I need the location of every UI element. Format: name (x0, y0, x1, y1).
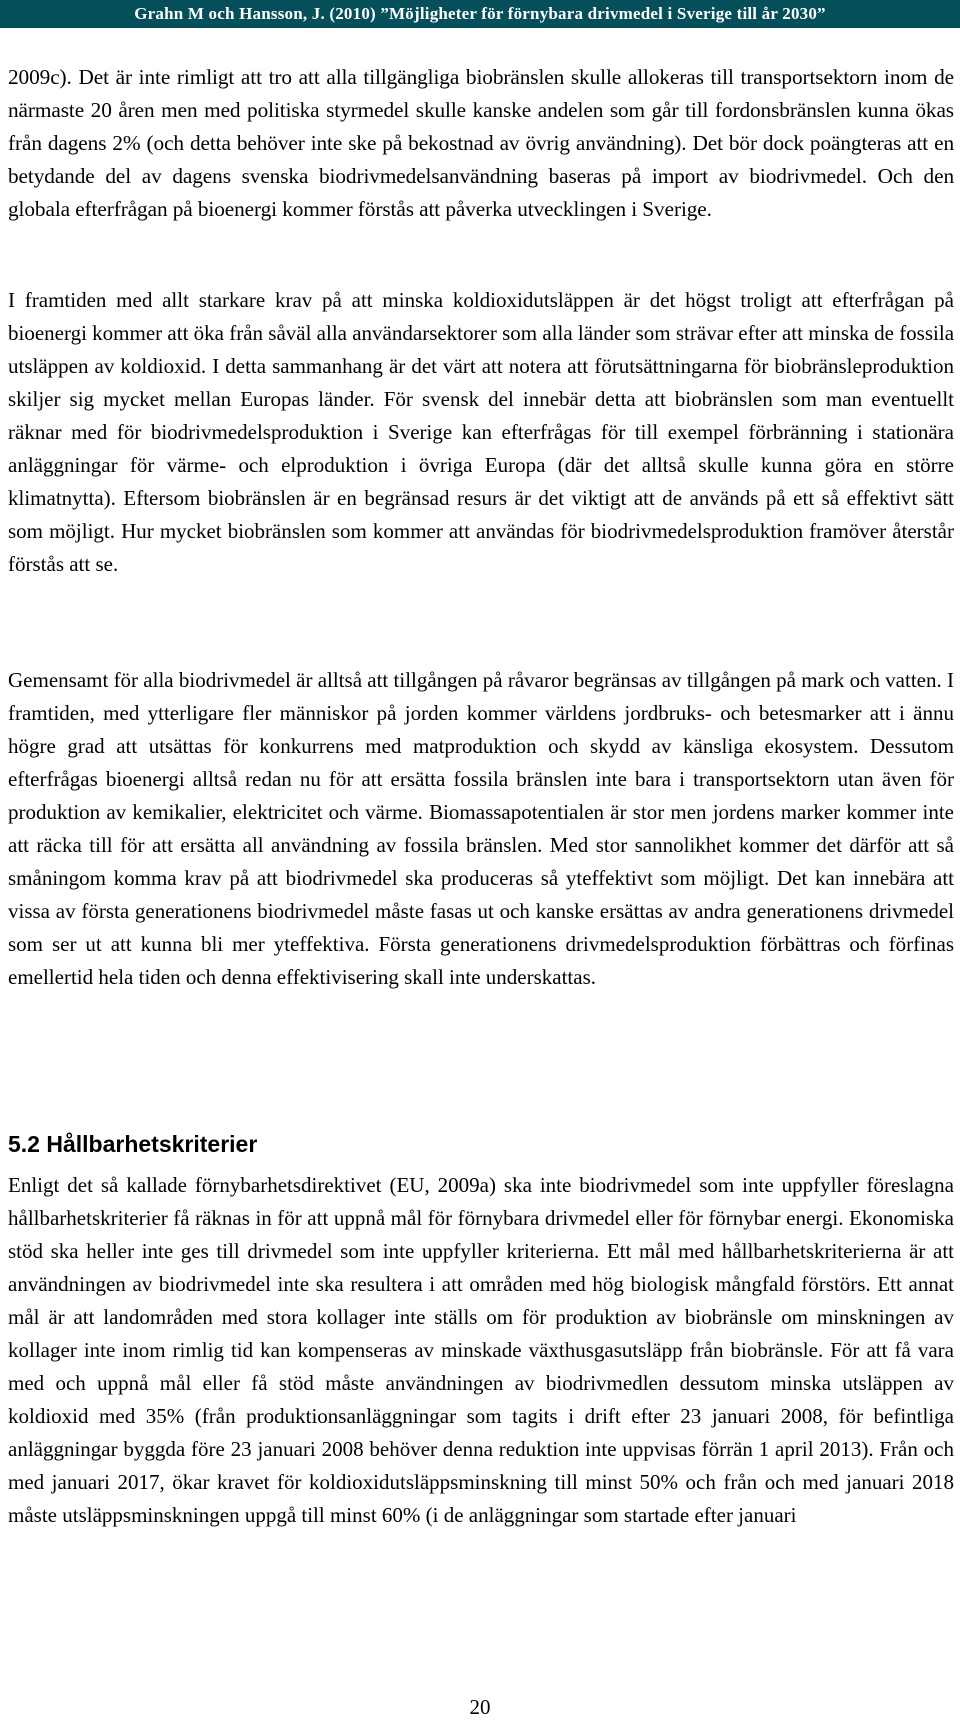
running-header: Grahn M och Hansson, J. (2010) ”Möjligheter för förnybara drivmedel i Sverige till år 2030” (0, 0, 960, 28)
paragraph-future-demand: I framtiden med allt starkare krav på att minska koldioxidutsläppen är det högst troligt att efterfrågan på bioenergi kommer att öka från såväl alla användarsektorer som alla länder som strävar efter att minska de fossila utsläppen av koldioxid. I detta sammanhang är det värt att notera att förutsättningarna för biobränsleproduktion skiljer sig mycket mellan Europas länder. För svensk del innebär detta att biobränslen som man eventuellt räknar med för biodrivmedelsproduktion i Sverige kan efterfrågas för till exempel förbränning i stationära anläggningar för värme- och elproduktion i övriga Europa (där det alltså skulle kunna göra en större klimatnytta). Eftersom biobränslen är en begränsad resurs är det viktigt att de används på ett så effektivt sätt som möjligt. Hur mycket biobränslen som kommer att användas för biodrivmedelsproduktion framöver återstår förstås att se. (8, 288, 955, 576)
paragraph-land-water-constraints: Gemensamt för alla biodrivmedel är alltså att tillgången på råvaror begränsas av tillgången på mark och vatten. I framtiden, med ytterligare fler människor på jorden kommer världens jordbruks- och betesmarker att i ännu högre grad att utsättas för konkurrens med matproduktion och skydd av känsliga ekosystem. Dessutom efterfrågas bioenergi alltså redan nu för att ersätta fossila bränslen inte bara i transportsektorn utan även för produktion av kemikalier, elektricitet och värme. Biomassapotentialen är stor men jordens marker kommer inte att räcka till för att ersätta all användning av fossila bränslen. Med stor sannolikhet kommer det därför att så småningom komma krav på att biodrivmedel ska produceras så yteffektivt som möjligt. Det kan innebära att vissa av första generationens biodrivmedel måste fasas ut och kanske ersättas av andra generationens drivmedel som ser ut att kunna bli mer yteffektiva. Första generationens drivmedelsproduktion förbättras och förfinas emellertid hela tiden och denna effektivisering skall inte underskattas. (8, 668, 954, 989)
section-heading: 5.2 Hållbarhetskriterier (8, 1131, 258, 1157)
paragraph-biofuel-allocation: 2009c). Det är inte rimligt att tro att alla tillgängliga biobränslen skulle allokeras till transportsektorn inom de närmaste 20 åren men med politiska styrmedel skulle kanske andelen som går till fordonsbränslen kunna ökas från dagens 2% (och detta behöver inte ske på bekostnad av övrig användning). Det bör dock poängteras att en betydande del av dagens svenska biodrivmedelsanvändning baseras på import av biodrivmedel. Och den globala efterfrågan på bioenergi kommer förstås att påverka utvecklingen i Sverige. (8, 65, 954, 221)
page-number: 20 (469, 1695, 491, 1719)
paragraph-sustainability-criteria: Enligt det så kallade förnybarhetsdirektivet (EU, 2009a) ska inte biodrivmedel som inte uppfyller föreslagna hållbarhetskriterier få räknas in för att uppnå mål för förnybara drivmedel eller för förnybar energi. Ekonomiska stöd ska heller inte ges till drivmedel som inte uppfyller kriterierna. Ett mål med hållbarhetskriterierna är att användningen av biodrivmedel inte ska resultera i att områden med hög biologisk mångfald förstörs. Ett annat mål är att landområden med stora kollager inte ställs om för produktion av biobränsle om minskningen av kollager inte inom rimlig tid kan kompenseras av minskade växthusgasutsläpp från biobränsle. För att få vara med och uppnå mål eller få stöd måste användningen av biodrivmedlen dessutom minska utsläppen av koldioxid med 35% (från produktionsanläggningar som tagits i drift efter 23 januari 2008, för befintliga anläggningar byggda före 23 januari 2008 behöver denna reduktion inte uppvisas förrän 1 april 2013). Från och med januari 2017, ökar kravet för koldioxidutsläppsminskning till minst 50% och från och med januari 2018 måste utsläppsminskningen uppgå till minst 60% (i de anläggningar som startade efter januari (8, 1173, 954, 1527)
